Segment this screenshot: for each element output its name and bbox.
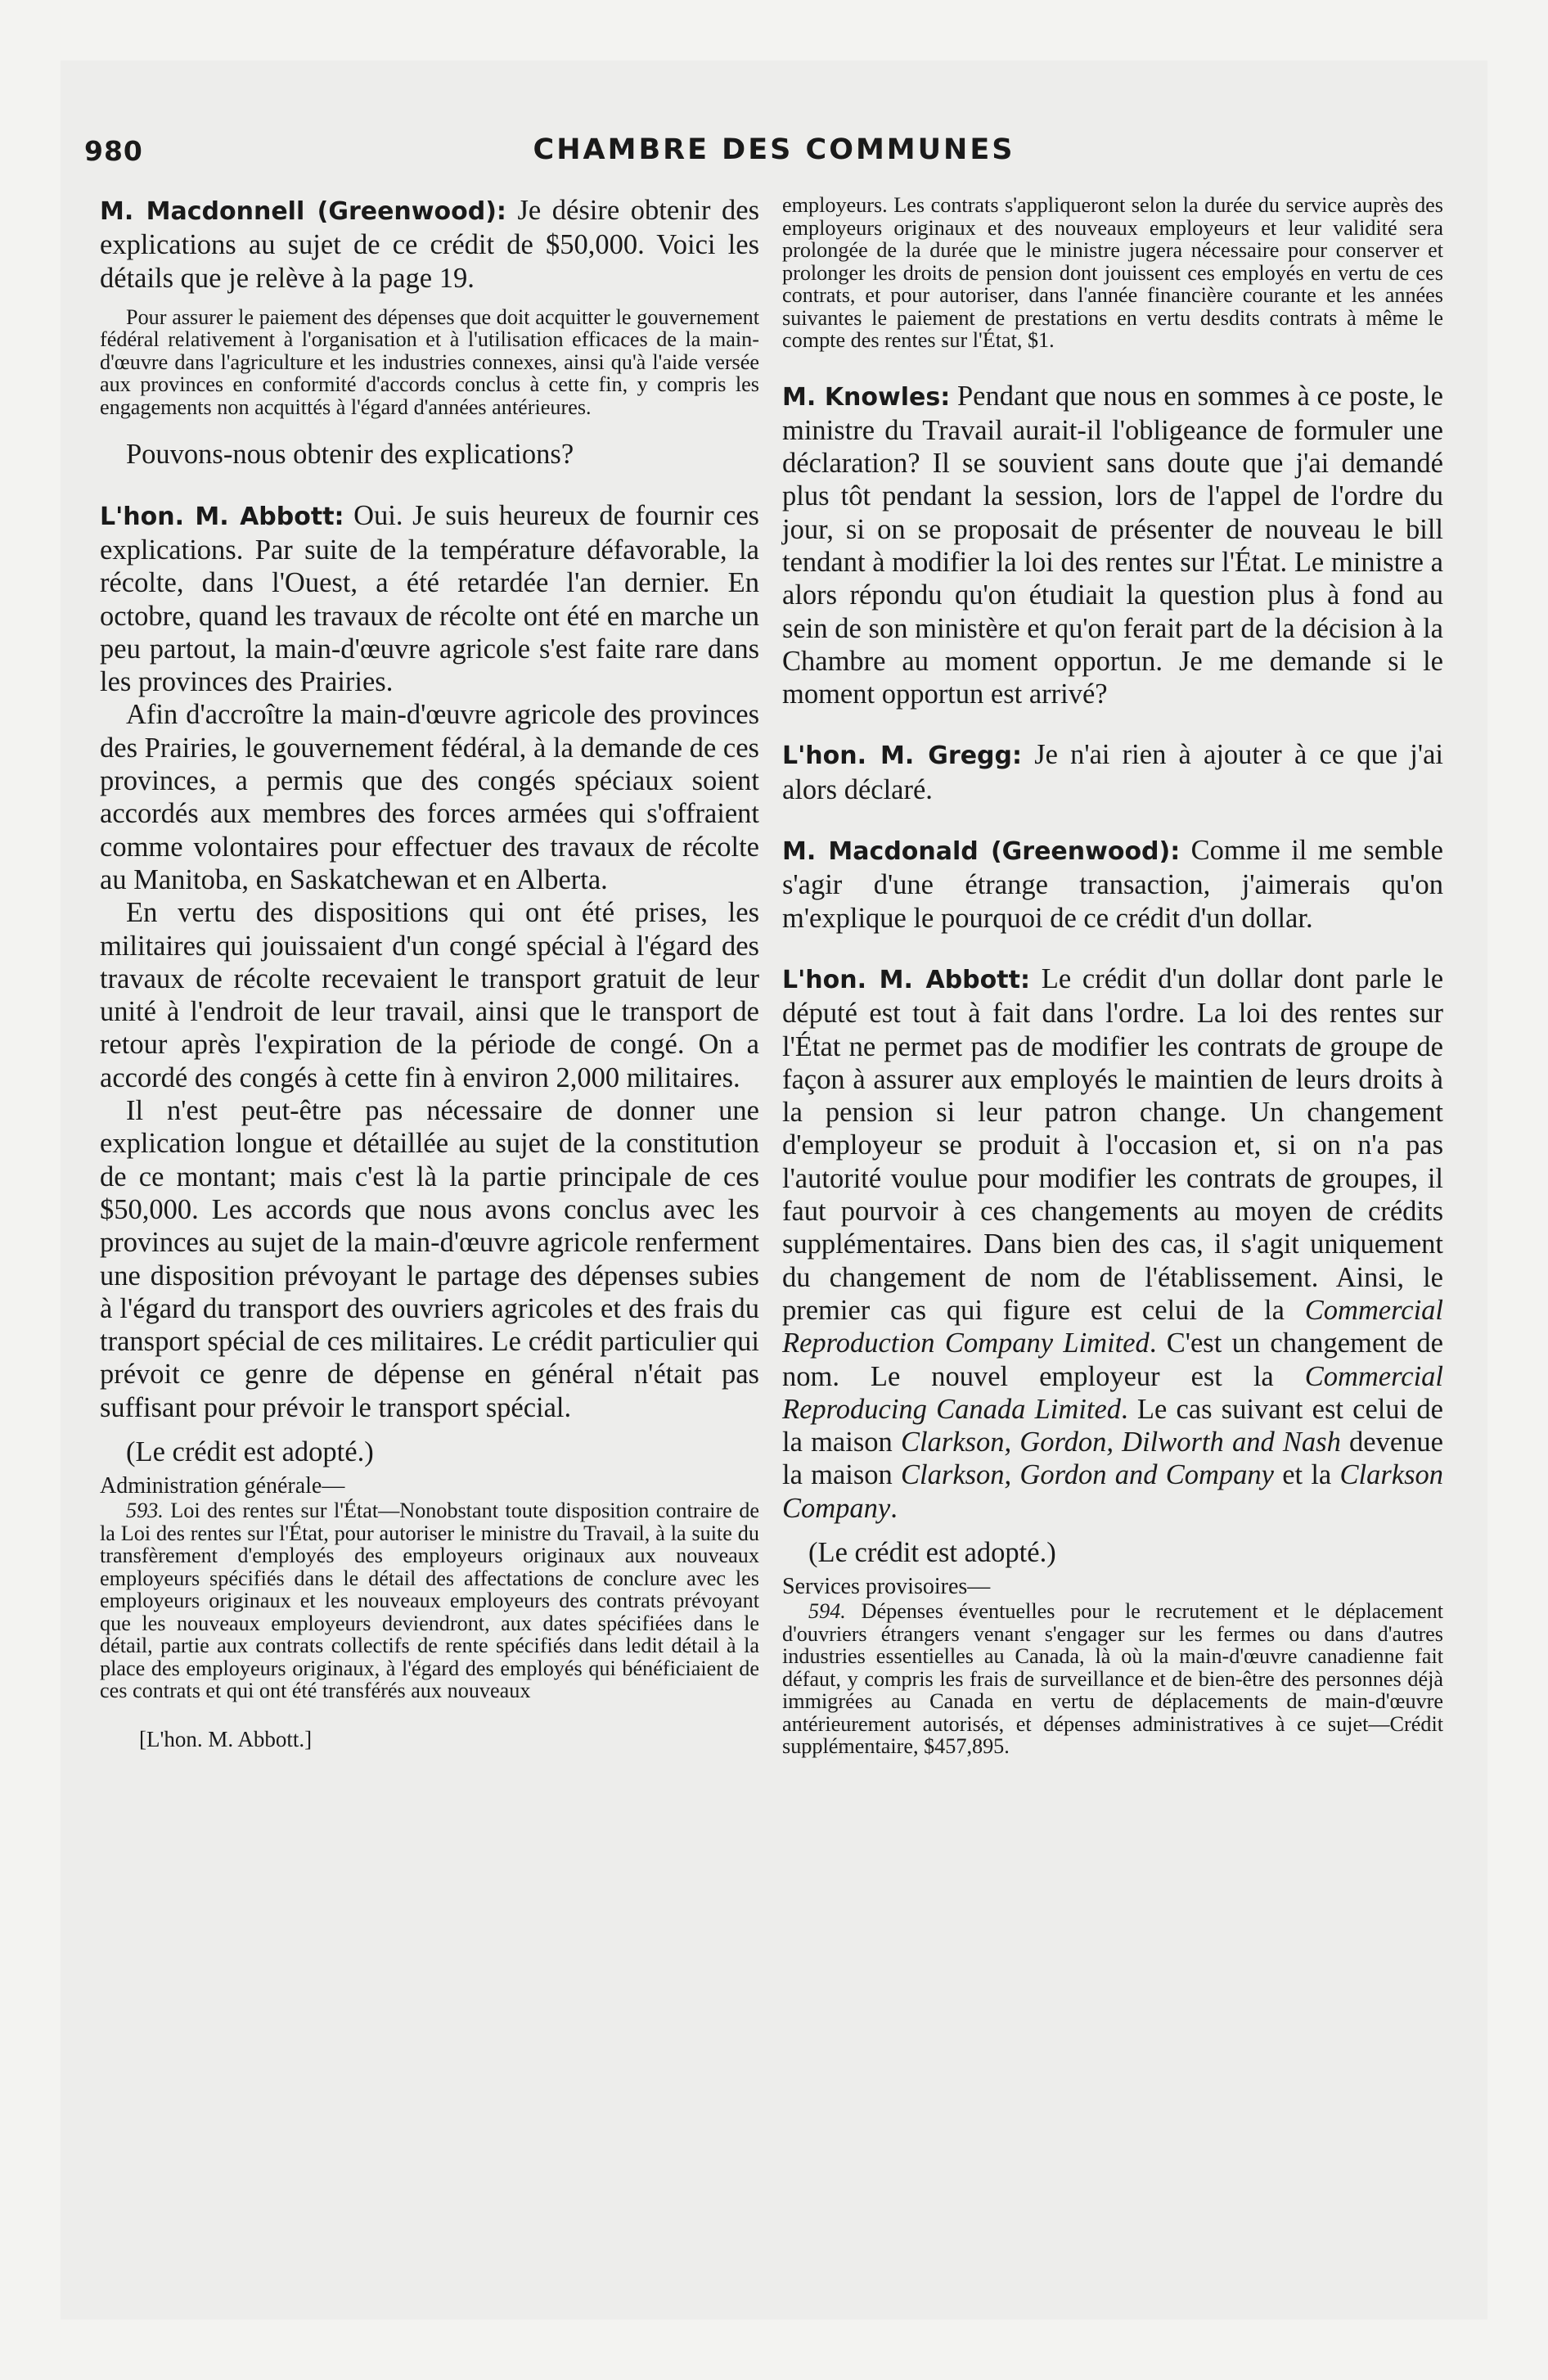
paragraph: M. Knowles: Pendant que nous en sommes à ce poste, le ministre du Travail aurait-il l'obligeance de formuler une déclaration? Il se souvient sans doute que j'ai demandé plus tôt pendant la session, lors de l'appel de l'ordre du jour, si on se proposait de présenter de nouveau le bill tendant à modifier la loi des rentes sur l'État. Le ministre a alors répondu qu'on étudiait la question plus à fond au sein de son ministère et qu'on ferait part de la décision à la Chambre au moment opportun. Je me demande si le moment opportun est arrivé? (782, 380, 1443, 710)
company-name: Clarkson Company (782, 1459, 1444, 1524)
subheading: Administration générale— (100, 1473, 345, 1499)
quoted-item: Pour assurer le paiement des dépenses que doit acquitter le gouvernement fédéral relativement à l'organisation et à l'utilisation efficaces de la main-d'œuvre dans l'agriculture et les industries connexes, ainsi qu'à l'aide versée aux provinces en conformité d'accords conclus à cette fin, y compris les engagements non acquittés à l'égard d'années antérieures. (100, 304, 759, 419)
speaker-name: M. Macdonald (Greenwood): (782, 837, 1181, 867)
paragraph: L'hon. M. Abbott: Le crédit d'un dollar dont parle le député est tout à fait dans l'ordre. La loi des rentes sur l'État ne permet pas de modifier les contrats de groupe de façon à assurer aux employés le maintien de leurs droits à la pension si leur patron change. Un changement d'employeur se produit à l'occasion et, si on n'a pas l'autorité voulue pour modifier les contrats de groupes, il faut pourvoir à ces changements au moyen de crédits supplémentaires. Dans bien des cas, il s'agit uniquement du changement de nom de l'établissement. Ainsi, le premier cas qui figure est celui de la Commercial Reproduction Company Limited. C'est un changement de nom. Le nouvel employeur est la Commercial Reproducing Canada Limited. Le cas suivant est celui de la maison Clarkson, Gordon, Dilworth and Nash devenue la maison Clarkson, Gordon and Company et la Clarkson Company. (782, 962, 1444, 1524)
speaker-name: L'hon. M. Abbott: (782, 965, 1030, 994)
paragraph: L'hon. M. Abbott: Oui. Je suis heureux de fournir ces explications. Par suite de la température défavorable, la récolte, dans l'Ouest, a été retardée l'an dernier. En octobre, quand les travaux de récolte ont été en marche un peu partout, la main-d'œuvre agricole s'est faite rare dans les provinces des Prairies. (100, 499, 759, 698)
paragraph: (Le crédit est adopté.) (126, 1436, 374, 1467)
item-number: 593. (126, 1499, 164, 1523)
right-column (782, 194, 1443, 1758)
speaker-name: M. Knowles: (782, 382, 951, 412)
speaker-name: L'hon. M. Abbott: (100, 502, 344, 531)
estimate-item-continued: employeurs. Les contrats s'appliqueront selon la durée du service auprès des employeurs originaux et des nouveaux employeurs et leur validité sera prolongée de la durée que le ministre jugera nécessaire pour conserver et prolonger les droits de pension dont jouissent ces employés en vertu de ces contrats, et pour autoriser, dans l'année financière courante et les années suivantes le paiement de prestations en vertu desdits contrats à même le compte des rentes sur l'État, $1. (782, 193, 1443, 352)
paragraph: L'hon. M. Gregg: Je n'ai rien à ajouter à ce que j'ai alors déclaré. (782, 739, 1444, 805)
left-column (100, 194, 759, 1752)
speaker-name: M. Macdonnell (Greenwood): (100, 197, 506, 226)
company-name: Commercial Reproduction Company Limited (782, 1294, 1443, 1359)
company-name: Commercial Reproducing Canada Limited (782, 1360, 1443, 1425)
speaker-signature: [L'hon. M. Abbott.] (139, 1726, 313, 1751)
subheading: Services provisoires— (782, 1574, 991, 1600)
paragraph: Afin d'accroître la main-d'œuvre agricole des provinces des Prairies, le gouvernement fédéral, à la demande de ces provinces, a permis que des congés spéciaux soient accordés aux membres des forces armées qui s'offraient comme volontaires pour effectuer des travaux de récolte au Manitoba, en Saskatchewan et en Alberta. (100, 699, 759, 895)
speaker-name: L'hon. M. Gregg: (782, 741, 1023, 771)
estimate-item: 594. Dépenses éventuelles pour le recrutement et le déplacement d'ouvriers étrangers venant s'engager sur les fermes ou dans d'autres industries essentielles au Canada, là où la main-d'œuvre canadienne fait défaut, y compris les frais de surveillance et de bien-être des personnes déjà immigrées au Canada en vertu de déplacements de main-d'œuvre antérieurement autorisés, et dépenses administratives à ce sujet—Crédit supplémentaire, $457,895. (782, 1599, 1443, 1759)
paragraph: (Le crédit est adopté.) (808, 1537, 1056, 1568)
item-number: 594. (808, 1599, 846, 1624)
page-number: 980 (84, 135, 143, 167)
paragraph: Pouvons-nous obtenir des explications? (126, 439, 574, 471)
company-name: Clarkson, Gordon and Company (901, 1459, 1274, 1491)
paragraph: En vertu des dispositions qui ont été prises, les militaires qui jouissaient d'un congé spécial à l'égard des travaux de récolte recevaient le transport gratuit de leur unité à l'endroit de leur travail, ainsi que le transport de retour après l'expiration de la période de congé. On a accordé des congés à cette fin à environ 2,000 militaires. (100, 897, 759, 1093)
company-name: Clarkson, Gordon, Dilworth and Nash (900, 1427, 1341, 1458)
paragraph: M. Macdonald (Greenwood): Comme il me semble s'agir d'une étrange transaction, j'aimerais qu'on m'explique le pourquoi de ce crédit d'un dollar. (782, 835, 1443, 934)
paragraph: M. Macdonnell (Greenwood): Je désire obtenir des explications au sujet de ce crédit de $50,000. Voici les détails que je relève à la page 19. (100, 195, 760, 294)
running-title: CHAMBRE DES COMMUNES (533, 133, 1015, 166)
estimate-item: 593. Loi des rentes sur l'État—Nonobstant toute disposition contraire de la Loi des rentes sur l'État, pour autoriser le ministre du Travail, à la suite du transfèrement d'employés des employeurs originaux aux nouveaux employeurs spécifiés dans le détail des affectations de conclure avec les employeurs originaux et les nouveaux employeurs des contrats prévoyant que les nouveaux employeurs deviendront, aux dates spécifiées dans le détail, partie aux contrats collectifs de rente spécifiés dans ledit détail à la place des employeurs originaux, à l'égard des employés qui bénéficiaient de ces contrats et qui ont été transférés aux nouveaux (100, 1499, 759, 1703)
paragraph: Il n'est peut-être pas nécessaire de donner une explication longue et détaillée au sujet de la constitution de ce montant; mais c'est là la partie principale de ces $50,000. Les accords que nous avons conclus avec les provinces au sujet de la main-d'œuvre agricole renferment une disposition prévoyant le partage des dépenses subies à l'égard du transport des ouvriers agricoles et des frais du transport spécial de ces militaires. Le crédit particulier qui prévoit ce genre de dépense en général n'était pas suffisant pour prévoir le transport spécial. (100, 1095, 759, 1423)
